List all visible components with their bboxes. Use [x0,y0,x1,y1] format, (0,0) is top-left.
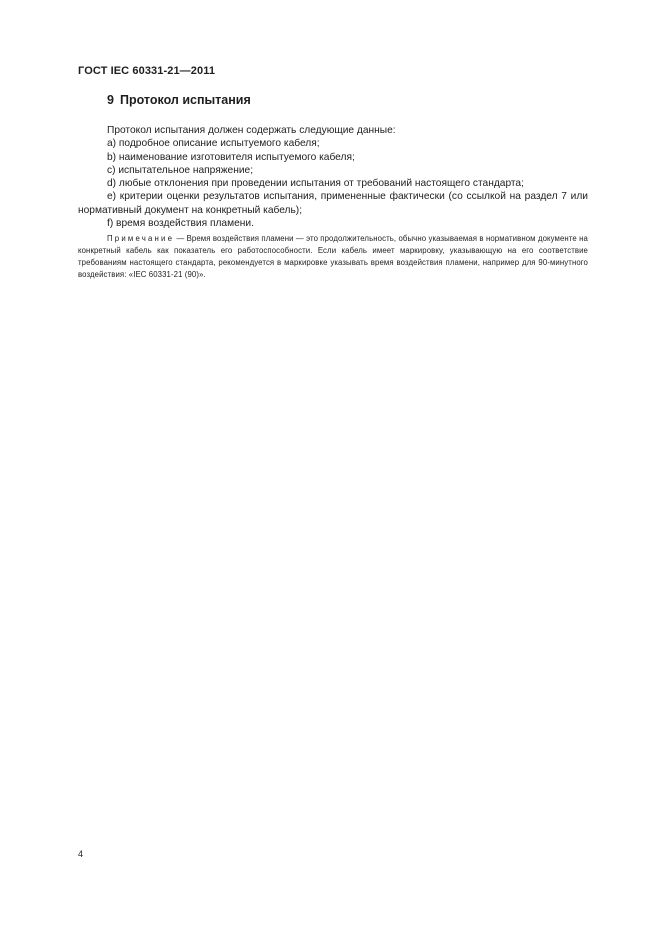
section-body [78,124,588,230]
list-item-e: e) критерии оценки результатов испытания, примененные фактически (со ссылкой на раздел 7 или нормативный документ на конкретный кабель); [78,191,588,216]
note-label: Примечание [107,234,175,243]
section-heading [107,93,251,107]
list-item-f: f) время воздействия пламени. [107,218,254,230]
intro-paragraph: Протокол испытания должен содержать следующие данные: [107,125,396,136]
section-title: Протокол испытания [119,93,251,107]
note-text: — Время воздействия пламени — это продолжительность, обычно указываемая в нормативном документе на конкретный кабель как показатель его работоспособности. Если кабель имеет маркировку, указывающую на его соответствие требованиям настоящего стандарта, рекомендуется в маркировке указывать время воздействия пламени, например для 90-минутного воздействия: «IEC 60331-21 (90)». [78,234,588,279]
document-header: ГОСТ IEC 60331-21—2011 [78,65,216,77]
list-item-b: b) наименование изготовителя испытуемого кабеля; [107,151,355,163]
list-item-c: c) испытательное напряжение; [107,164,254,176]
list-item-d: d) любые отклонения при проведении испытания от требований настоящего стандарта; [107,178,524,190]
list-item-a: a) подробное описание испытуемого кабеля; [107,138,320,150]
note-block [78,233,588,281]
section-number: 9 [107,93,114,107]
page-number: 4 [78,849,84,859]
